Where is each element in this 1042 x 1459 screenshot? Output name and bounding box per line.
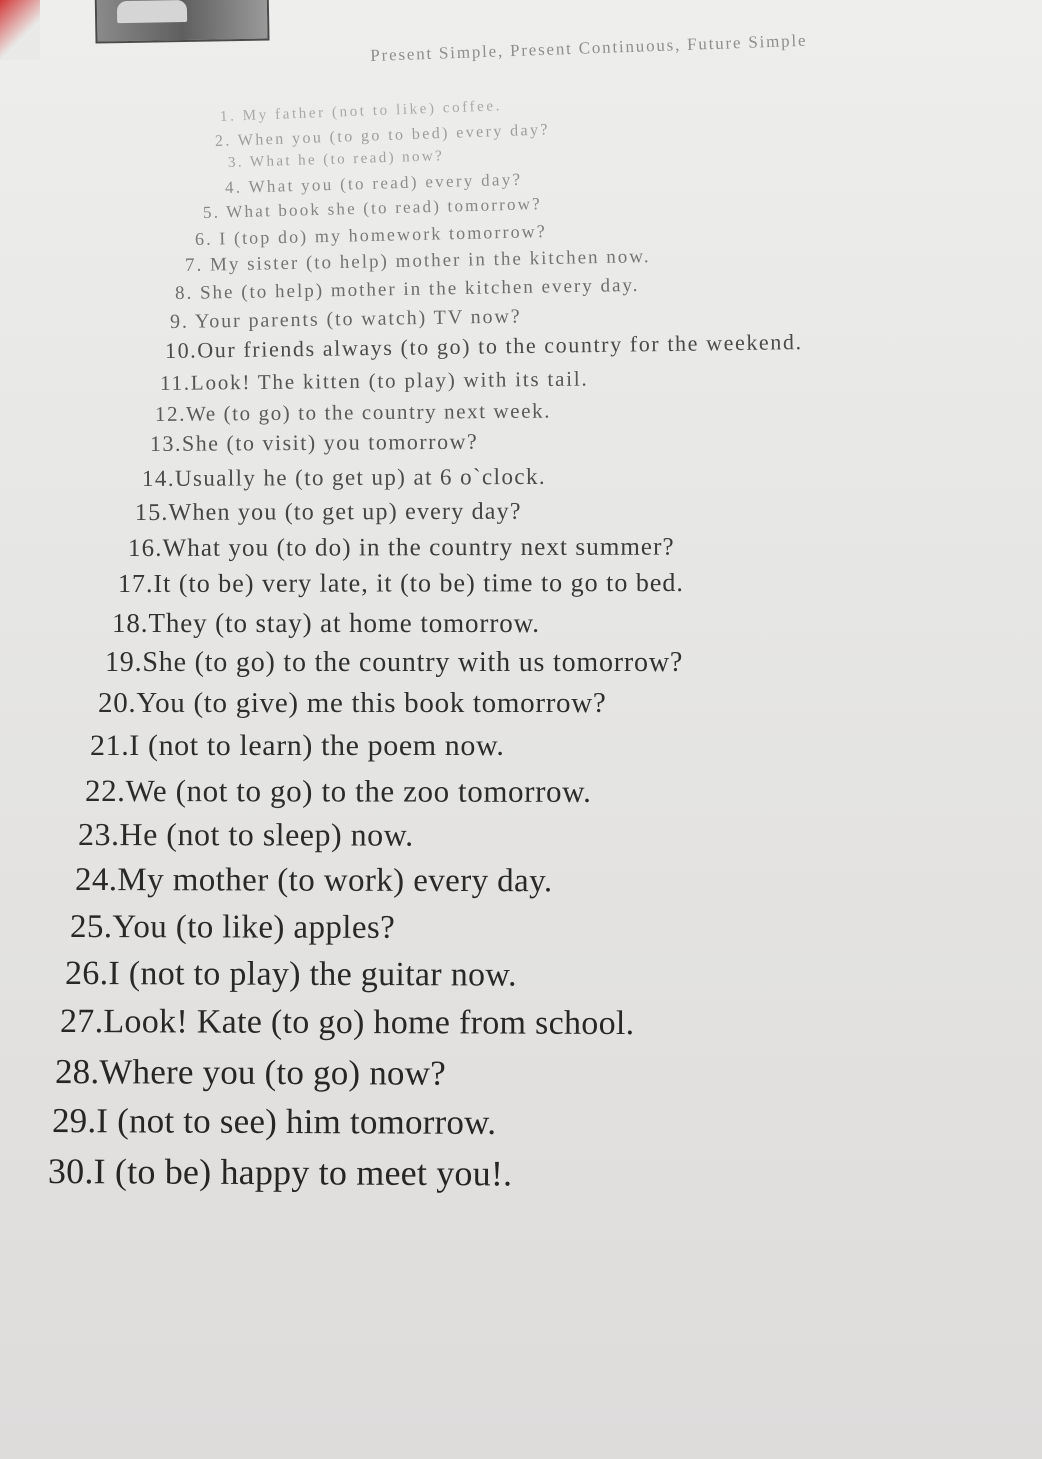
exercise-item-23: 23.He (not to sleep) now. — [77, 816, 414, 853]
exercise-item-15: 15.When you (to get up) every day? — [134, 498, 522, 526]
exercise-item-7: 7. My sister (to help) mother in the kitchen now. — [184, 245, 651, 276]
exercise-item-22: 22.We (not to go) to the zoo tomorrow. — [84, 772, 592, 809]
red-corner — [0, 0, 40, 60]
exercise-item-28: 28.Where you (to go) now? — [54, 1051, 446, 1093]
photo-fragment — [94, 0, 269, 44]
exercise-item-1: 1. My father (not to like) coffee. — [219, 97, 503, 125]
exercise-item-8: 8. She (to help) mother in the kitchen every day. — [174, 274, 640, 304]
exercise-item-11: 11.Look! The kitten (to play) with its tail. — [159, 366, 589, 395]
exercise-item-4: 4. What you (to read) every day? — [224, 169, 523, 197]
exercise-item-6: 6. I (top do) my homework tomorrow? — [194, 221, 548, 249]
exercise-item-13: 13.She (to visit) you tomorrow? — [149, 428, 479, 456]
exercise-item-12: 12.We (to go) to the country next week. — [154, 398, 552, 426]
exercise-item-29: 29.I (not to see) him tomorrow. — [51, 1100, 497, 1142]
exercise-item-16: 16.What you (to do) in the country next summer? — [127, 533, 675, 562]
exercise-item-25: 25.You (to like) apples? — [69, 908, 396, 946]
exercise-item-10: 10.Our friends always (to go) to the country for the weekend. — [164, 329, 803, 363]
exercise-item-26: 26.I (not to play) the guitar now. — [64, 955, 517, 994]
exercise-item-2: 2. When you (to go to bed) every day? — [214, 121, 551, 150]
exercise-item-20: 20.You (to give) me this book tomorrow? — [98, 686, 607, 719]
exercise-item-17: 17.It (to be) very late, it (to be) time to go to bed. — [117, 568, 684, 598]
exercise-item-24: 24.My mother (to work) every day. — [74, 861, 553, 899]
exercise-item-5: 5. What book she (to read) tomorrow? — [202, 193, 543, 222]
exercise-item-30: 30.I (to be) happy to meet you!. — [47, 1151, 513, 1194]
exercise-item-9: 9. Your parents (to watch) TV now? — [169, 305, 522, 333]
exercise-item-19: 19.She (to go) to the country with us tomorrow? — [105, 647, 684, 678]
exercise-item-3: 3. What he (to read) now? — [227, 147, 445, 171]
exercise-item-27: 27.Look! Kate (to go) home from school. — [59, 1003, 635, 1043]
exercise-item-21: 21.I (not to learn) the poem now. — [90, 729, 505, 762]
exercise-item-18: 18.They (to stay) at home tomorrow. — [112, 607, 540, 638]
exercise-item-14: 14.Usually he (to get up) at 6 o`clock. — [141, 463, 547, 491]
worksheet-title: Present Simple, Present Continuous, Future Simple — [370, 30, 808, 65]
